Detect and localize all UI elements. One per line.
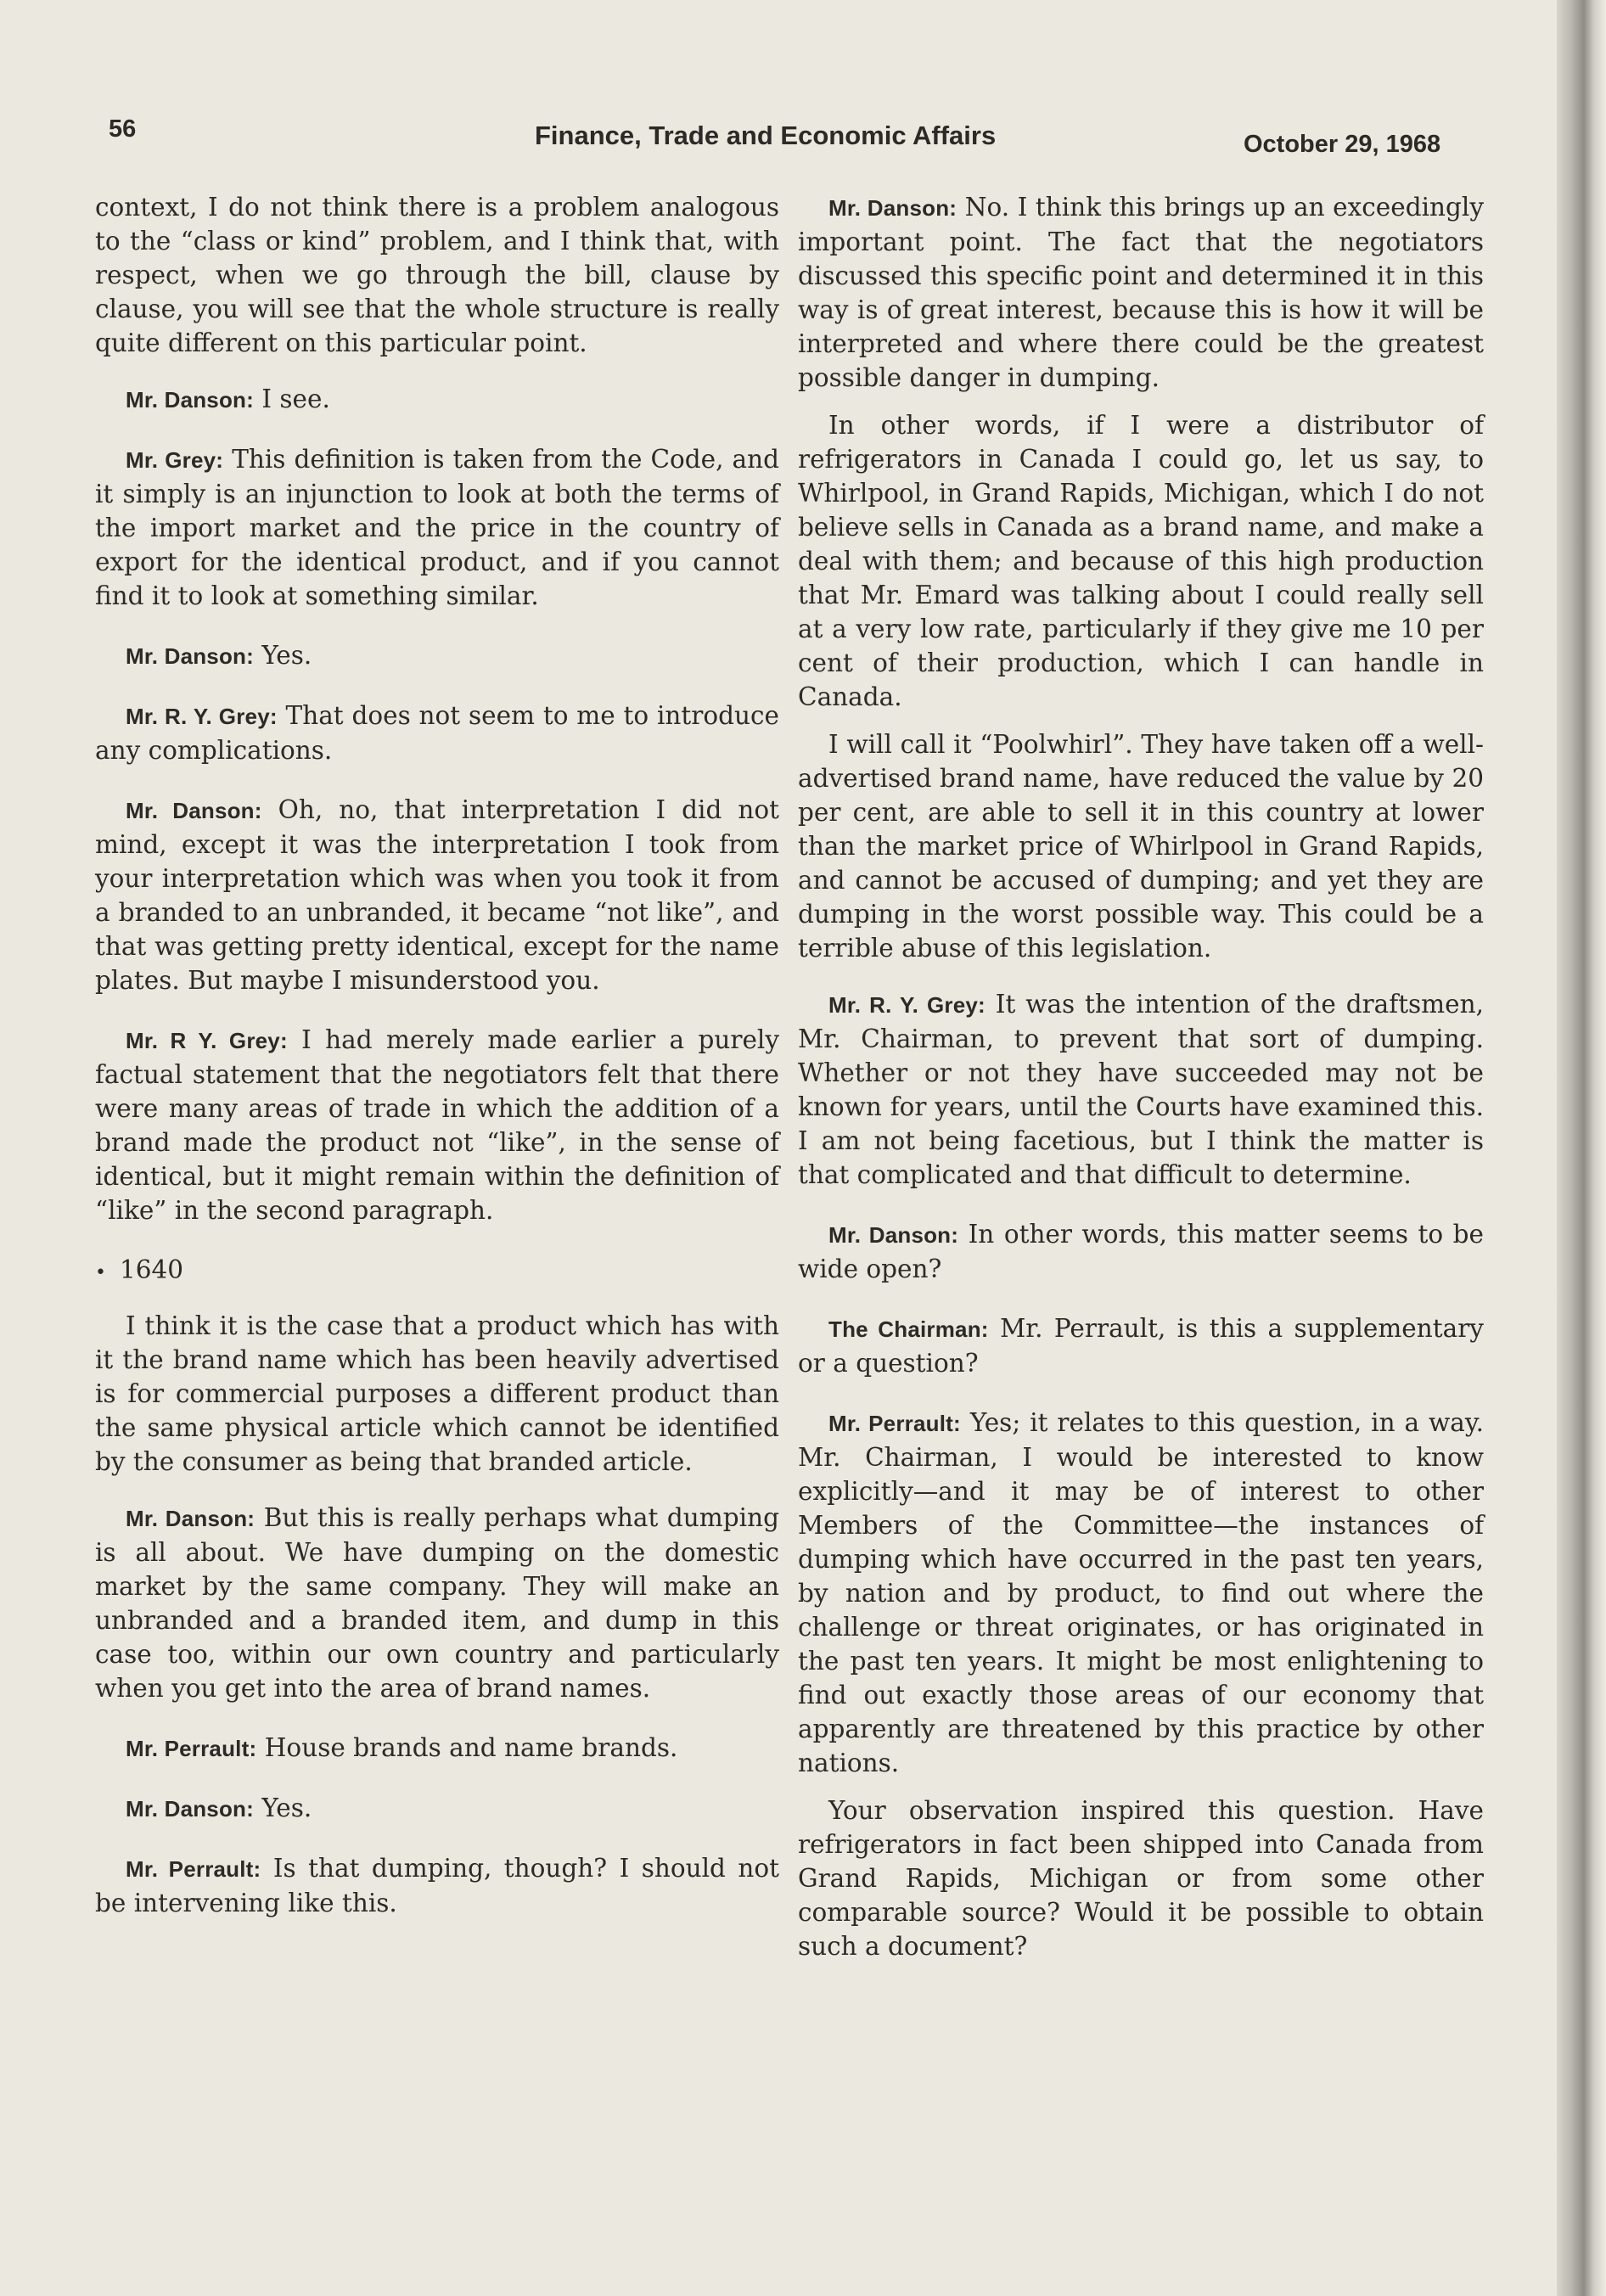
- speaker-name: Mr. Danson:: [126, 643, 254, 669]
- speech-text: But this is really perhaps what dumping is all about. We have dumping on the domestic market by the same company. They will make an unbranded and a branded item, and dump in this case too, within our own country and particularly when you get into the area of brand names.: [95, 1503, 779, 1703]
- speech-text: Mr. Perrault, is this a supplementary or a question?: [798, 1314, 1484, 1378]
- paragraph: I will call it “Poolwhirl”. They have taken off a well-advertised brand name, have reduced the value by 20 per cent, are able to sell it in this country at lower than the market price of Whirlpool in Grand Rapids, and cannot be accused of dumping; and yet they are dumping in the worst possible way. This could be a terrible abuse of this legislation.: [798, 730, 1484, 963]
- speech: [95, 1501, 779, 1705]
- paragraph: context, I do not think there is a problem analogous to the “class or kind” problem, and I think that, with respect, when we go through the bill, clause by clause, you will see that the whole structure is really quite different on this particular point.: [95, 193, 779, 357]
- time-marker-text: 1640: [119, 1255, 184, 1284]
- speech-text: Is that dumping, though? I should not be intervening like this.: [95, 1854, 779, 1917]
- speaker-name: Mr. Grey:: [126, 447, 224, 473]
- speaker-name: Mr. R Y. Grey:: [126, 1028, 288, 1053]
- speech: [95, 1791, 779, 1826]
- page-number: 56: [109, 115, 137, 143]
- speaker-name: Mr. Danson:: [828, 1222, 959, 1248]
- paragraph: Your observation inspired this question. Have refrigerators in fact been shipped into Canada from Grand Rapids, Michigan or from some other comparable source? Would it be possible to obtain such a document?: [798, 1796, 1484, 1961]
- speech: [95, 638, 779, 673]
- speech: [95, 699, 779, 767]
- speech: [798, 190, 1484, 395]
- speech-text: That does not seem to me to introduce any complications.: [95, 701, 779, 765]
- speaker-name: Mr. Danson:: [126, 1796, 254, 1822]
- speech-text: Oh, no, that interpretation I did not mind, except it was the interpretation I took from your interpretation which was when you took it from a branded to an unbranded, it became “not like”, and that was getting pretty identical, except for the name plates. But maybe I misunderstood you.: [95, 795, 779, 995]
- time-marker: [95, 1253, 779, 1290]
- speech-text: Yes.: [261, 641, 312, 670]
- speaker-name: Mr. Danson:: [126, 387, 254, 413]
- speaker-name: Mr. R. Y. Grey:: [126, 704, 278, 729]
- issue-date: October 29, 1968: [1244, 131, 1441, 158]
- paragraph: I think it is the case that a product which has with it the brand name which has been heavily advertised is for commercial purposes a different product than the same physical article which cannot be identified by the consumer as being that branded article.: [95, 1311, 779, 1476]
- speaker-name: Mr. R. Y. Grey:: [828, 992, 986, 1018]
- speech-text: In other words, this matter seems to be wide open?: [798, 1220, 1484, 1283]
- speech: [798, 1311, 1484, 1380]
- speaker-name: Mr. Danson:: [126, 1506, 256, 1531]
- speech: [95, 442, 779, 613]
- publication-title: Finance, Trade and Economic Affairs: [535, 121, 997, 150]
- paragraph: In other words, if I were a distributor of refrigerators in Canada I could go, let us say, to Whirlpool, in Grand Rapids, Michigan, which I do not believe sells in Canada as a brand name, and make a deal with them; and because of this high production that Mr. Emard was talking about I could really sell at a very low rate, particularly if they give me 10 per cent of their production, which I can handle in Canada.: [798, 411, 1484, 711]
- speaker-name: Mr. Danson:: [126, 798, 262, 823]
- speech-text: I see.: [261, 385, 330, 413]
- page-header: [0, 115, 1606, 166]
- speech: [95, 1731, 779, 1766]
- speaker-name: Mr. Danson:: [828, 195, 957, 221]
- speech-text: No. I think this brings up an exceedingly important point. The fact that the negotiators discussed this specific point and determined it in this way is of great interest, because this is how it will be interpreted and where there could be the greatest possible danger in dumping.: [798, 193, 1484, 392]
- speech: [95, 793, 779, 997]
- speech-text: I had merely made earlier a purely factual statement that the negotiators felt that there were many areas of trade in which the addition of a brand made the product not “like”, in the sense of identical, but it might remain within the definition of “like” in the second paragraph.: [95, 1025, 779, 1225]
- speaker-name: Mr. Perrault:: [828, 1411, 961, 1436]
- speech-text: It was the intention of the draftsmen, Mr. Chairman, to prevent that sort of dumping. Whether or not they have succeeded may not be known for years, until the Courts have examined this. I am not being facetious, but I think the matter is that complicated and that difficult to determine.: [798, 990, 1484, 1189]
- speech: [95, 1023, 779, 1227]
- right-column: [798, 190, 1484, 1985]
- speaker-name: The Chairman:: [828, 1316, 989, 1342]
- left-column: [95, 190, 779, 1945]
- speech: [798, 1406, 1484, 1780]
- book-binding-edge: [1557, 0, 1606, 2296]
- speech-text: Yes.: [261, 1794, 312, 1822]
- speech: [95, 382, 779, 417]
- speech: [95, 1851, 779, 1920]
- speech-text: House brands and name brands.: [264, 1733, 678, 1762]
- bullet-icon: •: [95, 1262, 106, 1283]
- speech: [798, 987, 1484, 1192]
- speaker-name: Mr. Perrault:: [126, 1856, 261, 1882]
- speech: [798, 1217, 1484, 1286]
- speech-text: Yes; it relates to this question, in a way. Mr. Chairman, I would be interested to know explicitly—and it may be of interest to other Members of the Committee—the instances of dumping which have occurred in the past ten years, by nation and by product, to find out where the challenge or threat originates, or has originated in the past ten years. It might be most enlightening to find out exactly those areas of our economy that apparently are threatened by this practice by other nations.: [798, 1408, 1484, 1777]
- speech-text: This definition is taken from the Code, and it simply is an injunction to look at both the terms of the import market and the price in the country of export for the identical product, and if you cannot find it to look at something similar.: [95, 445, 779, 610]
- speaker-name: Mr. Perrault:: [126, 1736, 257, 1761]
